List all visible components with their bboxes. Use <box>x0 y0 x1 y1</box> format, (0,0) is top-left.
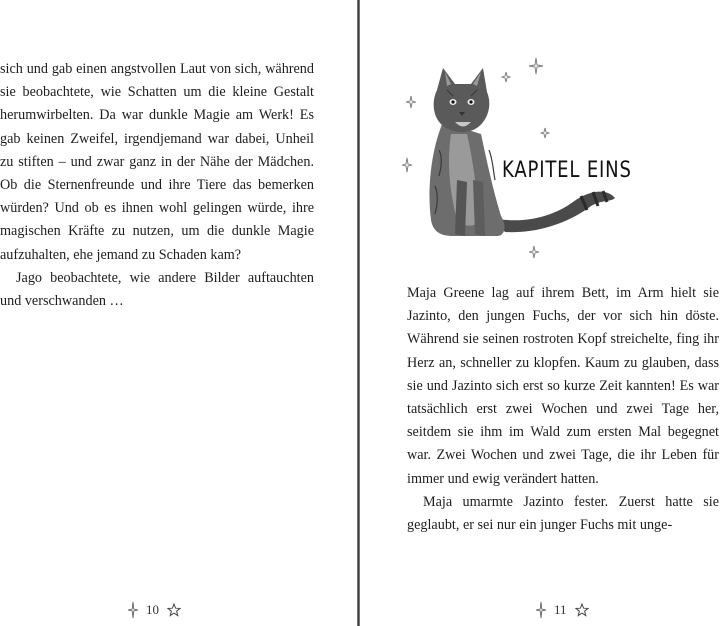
right-page-text <box>407 282 719 537</box>
sparkle-icon <box>536 602 546 618</box>
page-number-right <box>536 602 589 618</box>
left-paragraph-2: Jago beobachtete, wie andere Bilder auftauchten und verschwanden … <box>0 269 314 310</box>
sparkle-icon <box>128 602 138 618</box>
sitting-cat-illustration <box>401 50 641 260</box>
right-paragraph-2: Maja umarmte Jazinto fester. Zuerst hatte sie geglaubt, er sei nur ein junger Fuchs mit unge- <box>407 493 719 534</box>
right-page <box>361 0 720 626</box>
page-number: 11 <box>554 602 567 617</box>
star-icon <box>575 603 589 617</box>
chapter-title: KAPITEL EINS <box>502 158 632 183</box>
book-gutter <box>357 0 360 626</box>
page-number-left <box>128 602 181 618</box>
right-paragraph-1: Maja Greene lag auf ihrem Bett, im Arm hielt sie Jazinto, den jungen Fuchs, der vor sich hin döste. Während sie seinen rostroten Kopf streichelte, fing ihr Herz an, schneller zu klopfen. Kaum zu glauben, dass sie und Jazinto sich erst so kurze Zeit kannten! Es war tatsächlich erst zwei Wochen und zwei Tage her, seitdem sie ihm im Wald zum ersten Mal begegnet war. Zwei Wochen und zwei Tage, die ihr Leben für immer und ewig verändert hatten. <box>407 285 719 487</box>
page-number: 10 <box>146 602 159 617</box>
left-page-text <box>0 58 314 313</box>
left-paragraph-1: sich und gab einen angstvollen Laut von sich, während sie beobachtete, wie Schatten um die kleine Gestalt herumwirbelten. Da war dunkle Magie am Werk! Es gab keinen Zweifel, irgendjemand war dabei, Unheil zu stiften – und zwar ganz in der Nähe der Mädchen. Ob die Sternenfreunde und ihre Tiere das bemerken würden? Und ob es ihnen wohl gelingen würde, ihre magischen Kräfte zu nutzen, um die dunkle Magie aufzuhalten, ehe jemand zu Schaden kam? <box>0 61 314 263</box>
left-page <box>0 0 358 626</box>
star-icon <box>167 603 181 617</box>
